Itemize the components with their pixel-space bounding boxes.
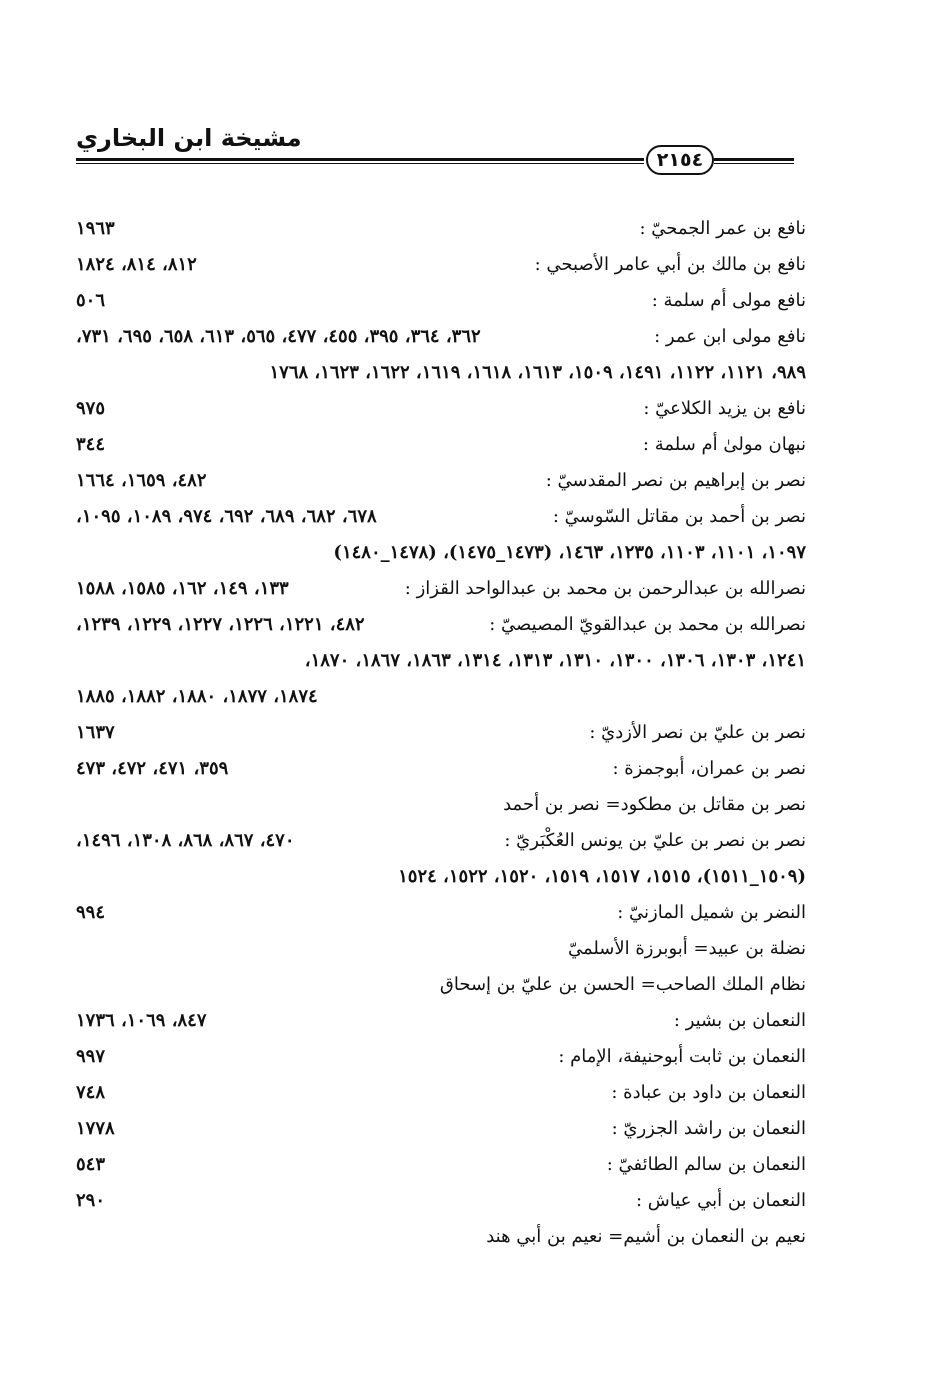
index-entry (76, 753, 806, 785)
index-entry (76, 213, 806, 245)
entry-references: ٩٩٤ (76, 902, 106, 923)
index-entry (76, 429, 806, 461)
header-rule-right-thin (714, 163, 794, 164)
index-entry (76, 465, 806, 497)
entry-name: نافع مولى ابن عمر : (654, 326, 806, 347)
entry-references: ١٧٧٨ (76, 1118, 115, 1139)
entry-name: نصر بن نصر بن عليّ بن يونس العُكْبَريّ : (504, 830, 806, 851)
entry-name: نصر بن إبراهيم بن نصر المقدسيّ : (545, 470, 806, 491)
entry-continuation: ١٠٩٧، ١١٠١، ١١٠٣، ١٢٣٥، ١٤٦٣، (١٤٧٣_١٤٧٥)، (١٤٧٨_١٤٨٠) (333, 542, 806, 563)
entry-name: نافع مولى أم سلمة : (651, 290, 806, 311)
entry-references: ٤٨٢، ١٦٥٩، ١٦٦٤ (76, 470, 207, 491)
entry-name: النعمان بن سالم الطائفيّ : (606, 1154, 806, 1175)
index-entry (76, 609, 806, 641)
entry-name: النضر بن شميل المازنيّ : (617, 902, 806, 923)
entry-name: نصرالله بن محمد بن عبدالقويّ المصيصيّ : (489, 614, 806, 635)
entry-name: نصر بن عليّ بن نصر الأزديّ : (589, 722, 806, 743)
index-entry (76, 1005, 806, 1037)
entry-references: ١٣٣، ١٤٩، ١٦٢، ١٥٨٥، ١٥٨٨ (76, 578, 289, 599)
header-rule (76, 158, 644, 161)
entry-references: ٥٤٣ (76, 1154, 106, 1175)
entry-name: نصر بن عمران، أبوجمزة : (612, 758, 806, 779)
index-entry (76, 1221, 806, 1253)
index-entry (76, 1149, 806, 1181)
index-entry (76, 897, 806, 929)
page-number: ٢١٥٤ (646, 145, 714, 175)
entry-references: ٦٧٨، ٦٨٢، ٦٨٩، ٦٩٢، ٩٧٤، ١٠٨٩، ١٠٩٥، (76, 506, 377, 527)
index-entry (76, 933, 806, 965)
running-title: مشيخة ابن البخاري (76, 124, 302, 152)
entry-name: نصرالله بن عبدالرحمن بن محمد بن عبدالواحد القزاز : (404, 578, 806, 599)
entry-name: النعمان بن بشير : (673, 1010, 806, 1031)
entry-continuation: (١٥٠٩_١٥١١)، ١٥١٥، ١٥١٧، ١٥١٩، ١٥٢٠، ١٥٢٢، ١٥٢٤ (398, 866, 806, 887)
entry-name: نافع بن عمر الجمحيّ : (639, 218, 806, 239)
entry-references: ١٦٣٧ (76, 722, 115, 743)
entry-continuation: ١٢٤١، ١٣٠٣، ١٣٠٦، ١٣٠٠، ١٣١٠، ١٣١٣، ١٣١٤، ١٨٦٣، ١٨٦٧، ١٨٧٠، (304, 650, 806, 671)
index-entry (76, 501, 806, 533)
entry-name: نافع بن مالك بن أبي عامر الأصبحي : (534, 254, 806, 275)
entry-continuation: ٩٨٩، ١١٢١، ١١٢٢، ١٤٩١، ١٥٠٩، ١٦١٣، ١٦١٨، ١٦١٩، ١٦٢٢، ١٦٢٣، ١٧٦٨ (269, 362, 806, 383)
entry-references: ٧٤٨ (76, 1082, 106, 1103)
entry-name: النعمان بن راشد الجزريّ : (611, 1118, 806, 1139)
entry-references: ٣٤٤ (76, 434, 106, 455)
index-entry (76, 1185, 806, 1217)
entry-references: ٨٤٧، ١٠٦٩، ١٧٣٦ (76, 1010, 207, 1031)
entry-references: ٢٩٠ (76, 1190, 106, 1211)
index-entry (76, 717, 806, 749)
entry-references: ٩٩٧ (76, 1046, 106, 1067)
index-entry (76, 1113, 806, 1145)
index-entry (76, 969, 806, 1001)
entry-references: ٣٦٢، ٣٦٤، ٣٩٥، ٤٥٥، ٤٧٧، ٥٦٥، ٦١٣، ٦٥٨، ٦٩٥، ٧٣١، (76, 326, 481, 347)
entry-name: النعمان بن ثابت أبوحنيفة، الإمام : (558, 1046, 806, 1067)
index-entry (76, 1077, 806, 1109)
entry-references: ١٩٦٣ (76, 218, 115, 239)
index-entry (76, 573, 806, 605)
index-entry (76, 789, 806, 821)
entry-references: ٨١٢، ٨١٤، ١٨٢٤ (76, 254, 197, 275)
entry-references: ٤٨٢، ١٢٢١، ١٢٢٦، ١٢٢٧، ١٢٢٩، ١٢٣٩، (76, 614, 365, 635)
index-entry (76, 321, 806, 353)
entry-references: ٥٠٦ (76, 290, 106, 311)
entry-name: نبهان مولىٰ أم سلمة : (642, 434, 806, 455)
index-entry (76, 825, 806, 857)
header-rule-thin (76, 163, 644, 164)
index-entry (76, 285, 806, 317)
entry-references: ٣٥٩، ٤٧١، ٤٧٢، ٤٧٣ (76, 758, 229, 779)
entry-name: نصر بن أحمد بن مقاتل السّوسيّ : (552, 506, 806, 527)
entry-references: ٤٧٠، ٨٦٧، ٨٦٨، ١٣٠٨، ١٤٩٦، (76, 830, 295, 851)
index-entry (76, 1041, 806, 1073)
entry-name: نعيم بن النعمان بن أشيم= نعيم بن أبي هند (486, 1226, 806, 1247)
entry-name: نضلة بن عبيد= أبوبرزة الأسلميّ (567, 938, 806, 959)
entry-name: النعمان بن أبي عياش : (635, 1190, 806, 1211)
entry-references: ٩٧٥ (76, 398, 106, 419)
entry-name: نصر بن مقاتل بن مطكود= نصر بن أحمد (503, 794, 806, 815)
entry-name: النعمان بن داود بن عبادة : (611, 1082, 806, 1103)
entry-name: نظام الملك الصاحب= الحسن بن عليّ بن إسحاق (439, 974, 806, 995)
header-rule-right (714, 158, 794, 161)
index-entry (76, 249, 806, 281)
entry-name: نافع بن يزيد الكلاعيّ : (643, 398, 806, 419)
entry-continuation: ١٨٧٤، ١٨٧٧، ١٨٨٠، ١٨٨٢، ١٨٨٥ (76, 686, 318, 707)
index-entry (76, 393, 806, 425)
